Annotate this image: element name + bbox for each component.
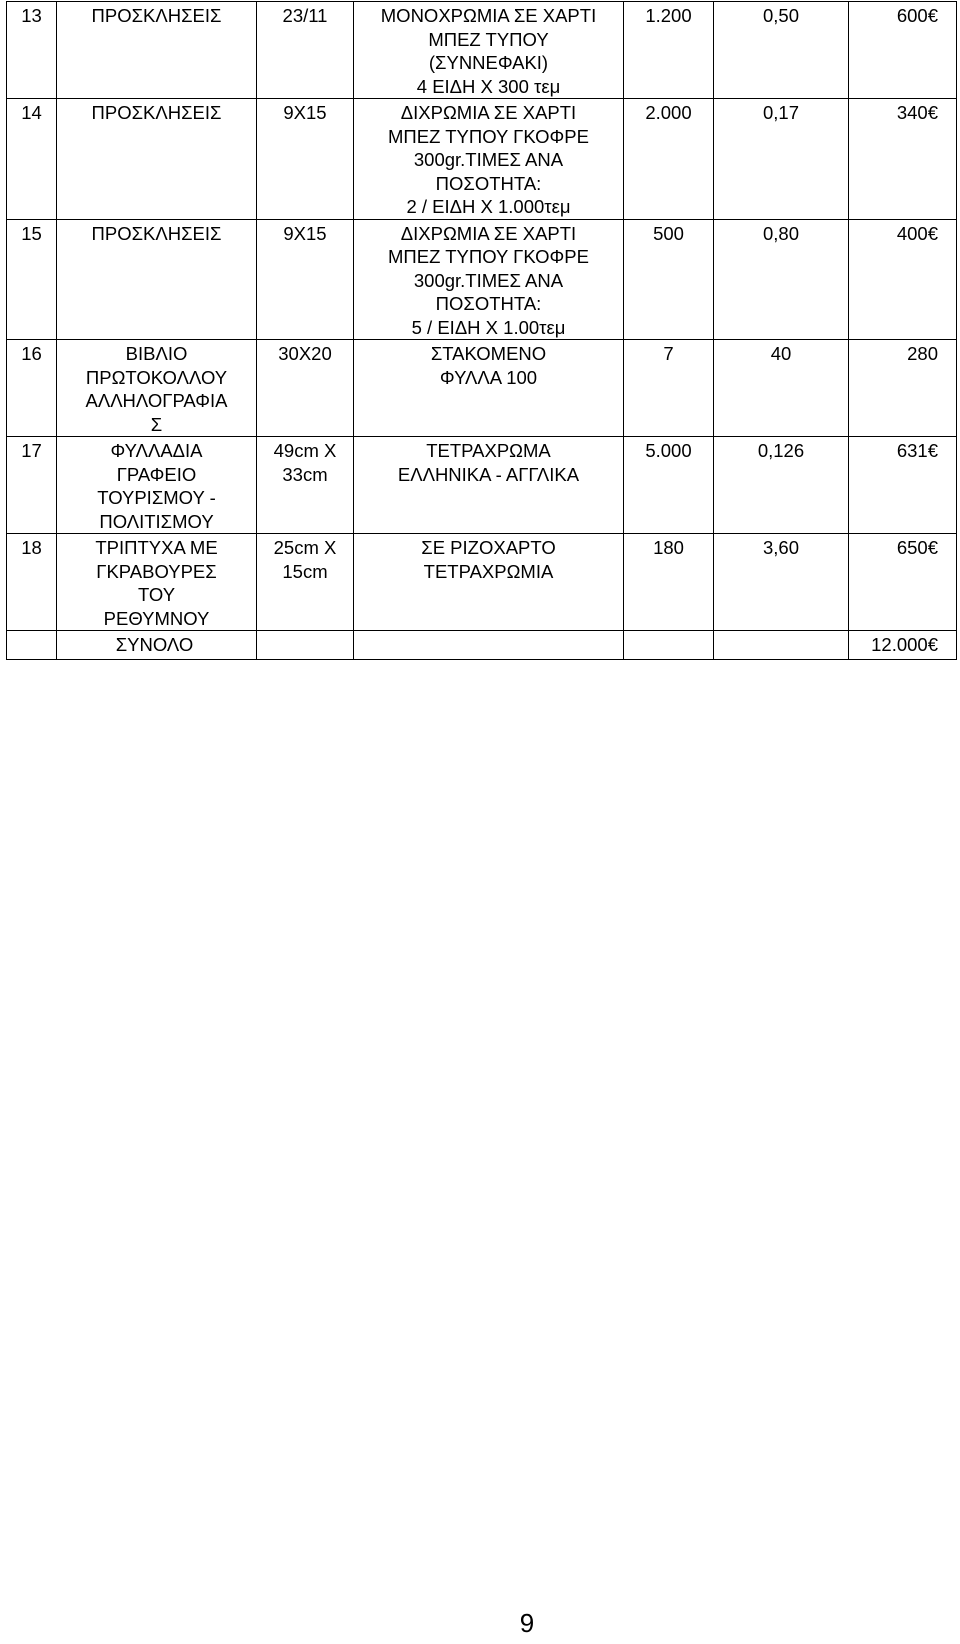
item-dimensions: 9Χ15 [257, 219, 354, 340]
total-empty-cell [7, 631, 57, 660]
item-total: 280 [849, 340, 957, 437]
item-description: ΣΕ ΡΙΖΟΧΑΡΤΟ ΤΕΤΡΑΧΡΩΜΙΑ [354, 534, 624, 631]
table-row [7, 534, 957, 631]
table-row [7, 437, 957, 534]
total-empty-cell [257, 631, 354, 660]
item-unit-price: 0,80 [714, 219, 849, 340]
row-number: 14 [7, 99, 57, 220]
item-dimensions: 23/11 [257, 2, 354, 99]
item-name: ΠΡΟΣΚΛΗΣΕΙΣ [57, 2, 257, 99]
item-description: ΔΙΧΡΩΜΙΑ ΣΕ ΧΑΡΤΙ ΜΠΕΖ ΤΥΠΟΥ ΓΚΟΦΡΕ 300gr.ΤΙΜΕΣ ΑΝΑ ΠΟΣΟΤΗΤΑ: 5 / ΕΙΔΗ Χ 1.00τεμ [354, 219, 624, 340]
item-dimensions: 25cm X 15cm [257, 534, 354, 631]
page-number: 9 [519, 1608, 535, 1638]
total-row [7, 631, 957, 660]
item-quantity: 7 [624, 340, 714, 437]
item-quantity: 5.000 [624, 437, 714, 534]
item-total: 340€ [849, 99, 957, 220]
row-number: 13 [7, 2, 57, 99]
item-quantity: 2.000 [624, 99, 714, 220]
table-row [7, 99, 957, 220]
table-row [7, 219, 957, 340]
table-row [7, 2, 957, 99]
item-description: ΔΙΧΡΩΜΙΑ ΣΕ ΧΑΡΤΙ ΜΠΕΖ ΤΥΠΟΥ ΓΚΟΦΡΕ 300gr.ΤΙΜΕΣ ΑΝΑ ΠΟΣΟΤΗΤΑ: 2 / ΕΙΔΗ Χ 1.000τεμ [354, 99, 624, 220]
item-dimensions: 9Χ15 [257, 99, 354, 220]
total-empty-cell [624, 631, 714, 660]
item-unit-price: 0,126 [714, 437, 849, 534]
item-unit-price: 0,50 [714, 2, 849, 99]
row-number: 16 [7, 340, 57, 437]
grand-total: 12.000€ [849, 631, 957, 660]
item-description: ΜΟΝΟΧΡΩΜΙΑ ΣΕ ΧΑΡΤΙ ΜΠΕΖ ΤΥΠΟΥ (ΣΥΝΝΕΦΑΚΙ) 4 ΕΙΔΗ Χ 300 τεμ [354, 2, 624, 99]
item-name: ΠΡΟΣΚΛΗΣΕΙΣ [57, 99, 257, 220]
item-unit-price: 40 [714, 340, 849, 437]
row-number: 17 [7, 437, 57, 534]
total-empty-cell [714, 631, 849, 660]
row-number: 15 [7, 219, 57, 340]
item-description: ΣΤΑΚΟΜΕΝΟ ΦΥΛΛΑ 100 [354, 340, 624, 437]
item-name: ΤΡΙΠΤΥΧΑ ΜΕ ΓΚΡΑΒΟΥΡΕΣ ΤΟΥ ΡΕΘΥΜΝΟΥ [57, 534, 257, 631]
item-total: 600€ [849, 2, 957, 99]
item-total: 631€ [849, 437, 957, 534]
row-number: 18 [7, 534, 57, 631]
item-total: 400€ [849, 219, 957, 340]
item-quantity: 180 [624, 534, 714, 631]
price-table [6, 1, 957, 660]
item-total: 650€ [849, 534, 957, 631]
item-dimensions: 49cm X 33cm [257, 437, 354, 534]
item-unit-price: 3,60 [714, 534, 849, 631]
item-unit-price: 0,17 [714, 99, 849, 220]
item-quantity: 500 [624, 219, 714, 340]
item-name: ΒΙΒΛΙΟ ΠΡΩΤΟΚΟΛΛΟΥ ΑΛΛΗΛΟΓΡΑΦΙΑ Σ [57, 340, 257, 437]
item-dimensions: 30Χ20 [257, 340, 354, 437]
item-name: ΦΥΛΛΑΔΙΑ ΓΡΑΦΕΙΟ ΤΟΥΡΙΣΜΟΥ - ΠΟΛΙΤΙΣΜΟΥ [57, 437, 257, 534]
item-description: ΤΕΤΡΑΧΡΩΜΑ ΕΛΛΗΝΙΚΑ - ΑΓΓΛΙΚΑ [354, 437, 624, 534]
total-empty-cell [354, 631, 624, 660]
item-name: ΠΡΟΣΚΛΗΣΕΙΣ [57, 219, 257, 340]
item-quantity: 1.200 [624, 2, 714, 99]
table-row [7, 340, 957, 437]
total-label: ΣΥΝΟΛΟ [57, 631, 257, 660]
